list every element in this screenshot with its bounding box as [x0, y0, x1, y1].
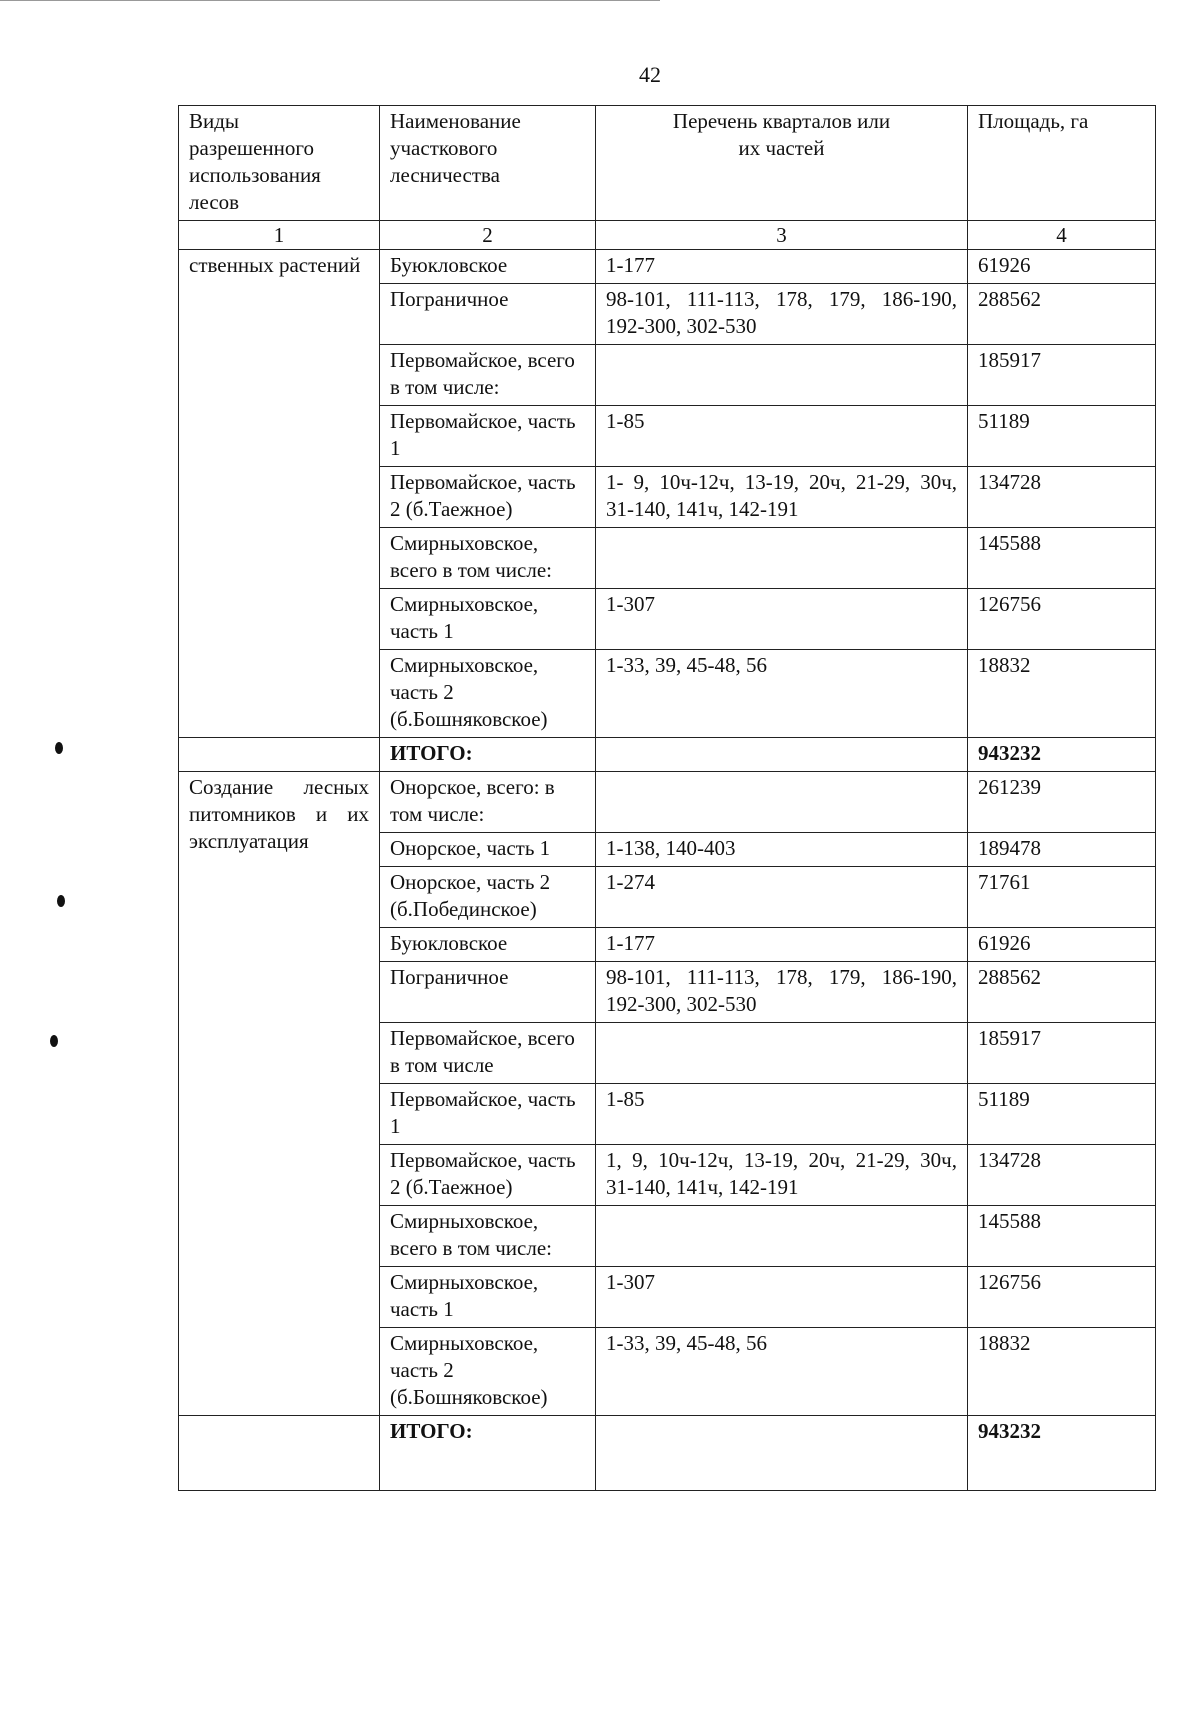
area-cell: 261239 [968, 772, 1156, 833]
column-number: 2 [380, 221, 596, 250]
quarters-cell [596, 528, 968, 589]
header-row [179, 106, 1156, 221]
quarters-cell: 1-33, 39, 45-48, 56 [596, 1328, 968, 1416]
area-cell: 185917 [968, 345, 1156, 406]
quarters-cell: 1, 9, 10ч-12ч, 13-19, 20ч, 21-29, 30ч, 31-140, 141ч, 142-191 [596, 1145, 968, 1206]
forestry-name-cell: Онорское, часть 1 [380, 833, 596, 867]
total-label: ИТОГО: [380, 738, 596, 772]
forestry-name-cell: Первомайское, всего в том числе: [380, 345, 596, 406]
quarters-cell: 1-85 [596, 406, 968, 467]
empty-cell [596, 1416, 968, 1491]
table-row [179, 250, 1156, 284]
forestry-name-cell: Смирныховское, всего в том числе: [380, 1206, 596, 1267]
forest-use-table [178, 105, 1156, 1491]
forestry-name-cell: Первомайское, часть 1 [380, 1084, 596, 1145]
quarters-cell: 1-85 [596, 1084, 968, 1145]
total-area: 943232 [968, 738, 1156, 772]
column-number: 3 [596, 221, 968, 250]
area-cell: 18832 [968, 650, 1156, 738]
table-row [179, 772, 1156, 833]
quarters-cell [596, 345, 968, 406]
forestry-name-cell: Пограничное [380, 284, 596, 345]
quarters-cell: 1-177 [596, 250, 968, 284]
quarters-cell: 1- 9, 10ч-12ч, 13-19, 20ч, 21-29, 30ч, 31-140, 141ч, 142-191 [596, 467, 968, 528]
forestry-name-cell: Онорское, всего: в том числе: [380, 772, 596, 833]
area-cell: 61926 [968, 928, 1156, 962]
forestry-name-cell: Смирныховское, часть 1 [380, 589, 596, 650]
punch-hole-mark [50, 1035, 58, 1047]
punch-hole-mark [57, 895, 65, 907]
area-cell: 288562 [968, 962, 1156, 1023]
area-cell: 145588 [968, 528, 1156, 589]
forestry-name-cell: Буюкловское [380, 928, 596, 962]
forestry-name-cell: Смирныховское, часть 2 (б.Бошняковское) [380, 650, 596, 738]
forestry-name-cell: Смирныховское, всего в том числе: [380, 528, 596, 589]
column-number: 1 [179, 221, 380, 250]
area-cell: 71761 [968, 867, 1156, 928]
quarters-cell: 1-138, 140-403 [596, 833, 968, 867]
forestry-name-cell: Буюкловское [380, 250, 596, 284]
quarters-cell [596, 1206, 968, 1267]
scan-top-edge [0, 0, 660, 1]
area-cell: 61926 [968, 250, 1156, 284]
total-area: 943232 [968, 1416, 1156, 1491]
quarters-cell: 98-101, 111-113, 178, 179, 186-190, 192-300, 302-530 [596, 962, 968, 1023]
area-cell: 185917 [968, 1023, 1156, 1084]
area-cell: 126756 [968, 589, 1156, 650]
total-row [179, 1416, 1156, 1491]
total-label: ИТОГО: [380, 1416, 596, 1491]
header-use-type: Виды разрешенного использования лесов [179, 106, 380, 221]
quarters-cell: 98-101, 111-113, 178, 179, 186-190, 192-300, 302-530 [596, 284, 968, 345]
use-type-cell: Создание лесных питомников и их эксплуатация [179, 772, 380, 1416]
total-row [179, 738, 1156, 772]
forestry-name-cell: Первомайское, всего в том числе [380, 1023, 596, 1084]
area-cell: 134728 [968, 467, 1156, 528]
header-forestry-name: Наименование участкового лесничества [380, 106, 596, 221]
quarters-cell: 1-177 [596, 928, 968, 962]
area-cell: 288562 [968, 284, 1156, 345]
quarters-cell [596, 1023, 968, 1084]
area-cell: 189478 [968, 833, 1156, 867]
header-area: Площадь, га [968, 106, 1156, 221]
quarters-cell [596, 772, 968, 833]
column-number-row [179, 221, 1156, 250]
forestry-name-cell: Первомайское, часть 2 (б.Таежное) [380, 1145, 596, 1206]
forestry-name-cell: Пограничное [380, 962, 596, 1023]
forestry-name-cell: Смирныховское, часть 2 (б.Бошняковское) [380, 1328, 596, 1416]
area-cell: 145588 [968, 1206, 1156, 1267]
use-type-cell: ственных растений [179, 250, 380, 738]
header-quarters: Перечень кварталов или их частей [596, 106, 968, 221]
forestry-name-cell: Первомайское, часть 1 [380, 406, 596, 467]
empty-cell [179, 1416, 380, 1491]
page-number: 42 [639, 62, 661, 87]
column-number: 4 [968, 221, 1156, 250]
area-cell: 126756 [968, 1267, 1156, 1328]
area-cell: 18832 [968, 1328, 1156, 1416]
quarters-cell: 1-307 [596, 1267, 968, 1328]
area-cell: 51189 [968, 406, 1156, 467]
empty-cell [596, 738, 968, 772]
area-cell: 51189 [968, 1084, 1156, 1145]
quarters-cell: 1-307 [596, 589, 968, 650]
empty-cell [179, 738, 380, 772]
punch-hole-mark [55, 742, 63, 754]
forestry-name-cell: Первомайское, часть 2 (б.Таежное) [380, 467, 596, 528]
area-cell: 134728 [968, 1145, 1156, 1206]
quarters-cell: 1-274 [596, 867, 968, 928]
quarters-cell: 1-33, 39, 45-48, 56 [596, 650, 968, 738]
forestry-name-cell: Онорское, часть 2 (б.Побединское) [380, 867, 596, 928]
forestry-name-cell: Смирныховское, часть 1 [380, 1267, 596, 1328]
